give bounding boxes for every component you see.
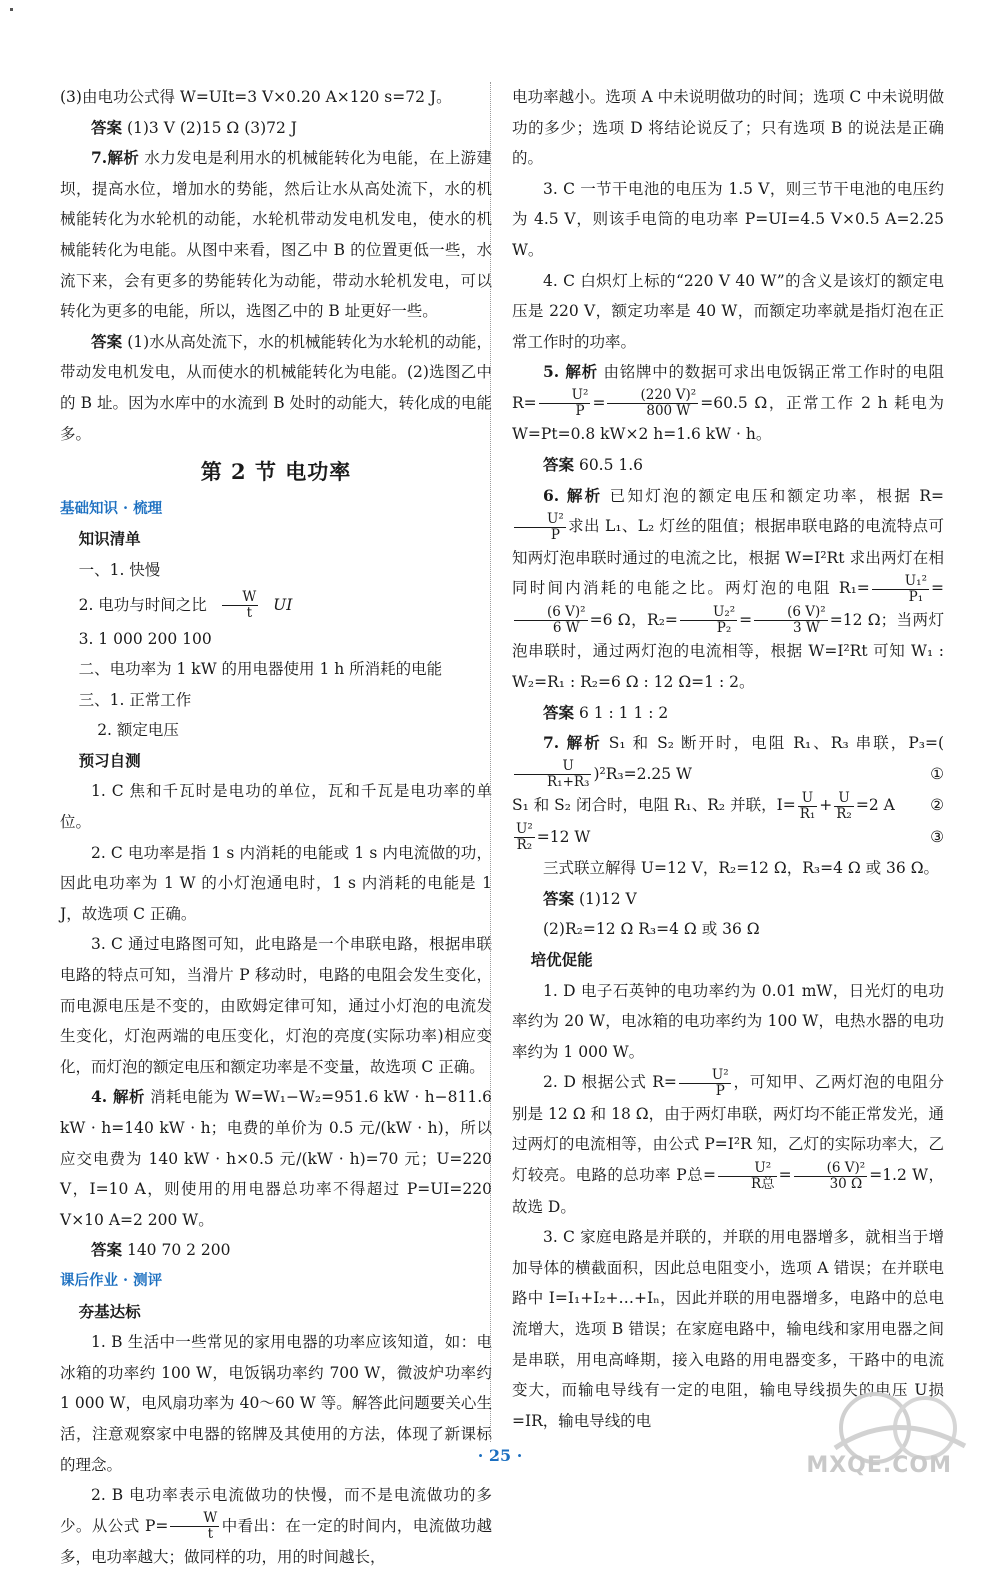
equation-line: $\frac{\text{U²}}{\text{R₂}}$ =12 W ③ <box>516 821 944 854</box>
subheading: 培优促能 <box>530 949 593 969</box>
subheading: 预习自测 <box>78 750 141 770</box>
answer: 答案 140 70 2 200 <box>91 1240 231 1260</box>
subheading: 夯基达标 <box>78 1301 141 1321</box>
answer: 答案 60.5 1.6 <box>543 455 644 475</box>
watermark-logo <box>805 1388 980 1488</box>
left-column <box>60 82 492 1573</box>
equation-line: S₁ 和 S₂ 闭合时，电阻 R₁、R₂ 并联，I= $\frac{U}{\text{R₁}}$ + $\frac{U}{\text{R₂}}$ =2 A ② <box>512 789 944 822</box>
knowledge-item: 3. 1 000 200 100 <box>78 629 212 648</box>
answer: 答案 (1)12 V <box>543 888 637 908</box>
fraction: $\frac{\text{U²}}{\text{R₂}}$ <box>516 821 533 854</box>
answer-item: 3. C 一节干电池的电压为 1.5 V，则三节干电池的电压约为 4.5 V，则该手电筒的电功率 P=UI=4.5 V×0.5 A=2.25 W。 <box>512 179 944 259</box>
answer-7: 答案 (1)水从高处流下，水的机械能转化为水轮机的动能，带动发电机发电，从而使水的机械能转化为电能。(2)选图乙中的 B 址。因为水库中的水流到 B 处时的动能大，转化成的电能多。 <box>60 331 492 443</box>
page-number: · 25 · <box>477 1446 523 1465</box>
knowledge-item: 三、1. 正常工作 <box>78 690 192 709</box>
category-heading: 基础知识 · 梳理 <box>60 499 163 517</box>
fraction: $\frac{U}{\text{R₁}}$ <box>799 789 816 822</box>
answer-item: 7. 解析 S₁ 和 S₂ 断开时，电阻 R₁、R₃ 串联，P₃=( $\frac{U}{\text{R₁+R₃}}$ )²R₃=2.25 W ① <box>512 728 944 790</box>
answer: (2)R₂=12 Ω R₃=4 Ω 或 36 Ω <box>543 920 760 939</box>
fraction: $\frac{\text{U₁²}}{\text{P₁}}$ <box>872 574 929 605</box>
fraction: $\frac{\text{U²}}{\text{R总}}$ <box>718 1161 777 1192</box>
equation-marker: ① <box>930 764 944 783</box>
answer-item: 3. C 通过电路图可知，此电路是一个串联电路，根据串联电路的特点可知，当滑片 P 移动时，电路的电阻会发生变化，而电源电压是不变的，由欧姆定律可知，通过小灯泡的电流发生变化，灯泡两端的电压变化，灯泡的亮度(实际功率)相应变化，而灯泡的额定电压和额定功率是不变量，故选项 C 正确。 <box>60 935 492 1076</box>
answer: 答案 6 1 : 1 1 : 2 <box>543 702 669 722</box>
answer-item: 5. 解析 由铭牌中的数据可求出电饭锅正常工作时的电阻 R= $\frac{\text{U²}}{P}$ = $\frac{\text{(220 V)²}}{800 W}$ =60.5 Ω，正常工作 2 h 耗电为 W=Pt=0.8 kW×2 h=1.6 kW · h。 <box>512 362 944 444</box>
knowledge-item: 一、1. 快慢 <box>78 560 161 579</box>
answer: 答案 (1)3 V (2)15 Ω (3)72 J <box>91 117 298 137</box>
answer-item: 4. C 白炽灯上标的“220 V 40 W”的含义是该灯的额定电压是 220 V，额定功率是 40 W，而额定功率就是指灯泡在正常工作时的功率。 <box>512 271 944 351</box>
fraction: $\frac{\text{U²}}{P}$ <box>514 512 566 543</box>
fraction: $\frac{\text{U₂²}}{\text{P₂}}$ <box>680 605 737 636</box>
fraction: $\frac{\text{U²}}{P}$ <box>539 388 591 419</box>
line: (3)由电功公式得 W=UIt=3 V×0.20 A×120 s=72 J。 <box>60 88 452 106</box>
answer-item: 2. C 电功率是指 1 s 内消耗的电能或 1 s 内电流做的功，因此电功率为 1 W 的小灯泡通电时，1 s 内消耗的电能是 1 J，故选项 C 正确。 <box>60 843 492 923</box>
knowledge-item: 2. 额定电压 <box>97 721 179 740</box>
knowledge-item: 二、电功率为 1 kW 的用电器使用 1 h 所消耗的电能 <box>78 660 443 679</box>
fraction: $\frac{\text{(6 V)²}}{3 W}$ <box>754 605 828 636</box>
section-title: 第 2 节 电功率 <box>200 459 352 485</box>
answer-item: 2. B 电功率表示电流做功的快慢，而不是电流做功的多少。从公式 P= $\frac{W}{t}$ 中看出：在一定的时间内，电流做功越多，电功率越大；做同样的功，用的时间越长， <box>60 1486 492 1567</box>
line: 三式联立解得 U=12 V，R₂=12 Ω，R₃=4 Ω 或 36 Ω。 <box>543 859 940 878</box>
answer-item: 4. 解析 消耗电能为 W=W₁−W₂=951.6 kW · h−811.6 kW · h=140 kW · h；电费的单价为 0.5 元/(kW · h)，所以应交电费为 140 kW · h×0.5 元/(kW · h)=70 元；U=220 V，I=10 A，则使用的用电器总功率不得超过 P=UI=220 V×10 A=2 200 W。 <box>60 1087 493 1229</box>
fraction: $\frac{\text{U²}}{P}$ <box>679 1068 731 1099</box>
answer-item: 1. D 电子石英钟的电功率约为 0.01 mW，日光灯的电功率约为 20 W，电冰箱的电功率约为 100 W，电热水器的电功率约为 1 000 W。 <box>512 981 944 1061</box>
fraction: $\frac{\text{(6 V)²}}{30 \Omega}$ <box>794 1161 868 1192</box>
right-column <box>512 82 944 1436</box>
subheading: 知识清单 <box>78 529 141 549</box>
fraction: $\frac{U}{\text{R₁+R₃}}$ <box>514 759 591 790</box>
knowledge-item: 2. 电功与时间之比 $\frac{W}{t}$ UI <box>78 589 293 621</box>
category-heading: 课后作业 · 测评 <box>60 1271 163 1289</box>
answer-item: 6. 解析 已知灯泡的额定电压和额定功率，根据 R= $\frac{\text{U²}}{P}$ 求出 L₁、L₂ 灯丝的阻值；根据串联电路的电流特点可知两灯泡串联时通过的电流之比，根据 W=I²Rt 求出两灯在相同时间内消耗的电能之比。两灯泡的电阻 R₁= $\frac{\text{U₁²}}{\text{P₁}}$ = $\frac{\text{(6 V)²}}{6 W}$ =6 Ω，R₂= $\frac{\text{U₂²}}{\text{P₂}}$ = $\frac{\text{(6 V)²}}{3 W}$ =12 Ω；当两灯泡串联时，通过两灯泡的电流相等，根据 W=I²Rt 可知 W₁ : W₂=R₁ : R₂=6 Ω : 12 Ω=1 : 2。 <box>512 485 945 691</box>
scan-mark <box>10 8 13 11</box>
equation-marker: ② <box>930 796 944 815</box>
fraction: $\frac{\text{(6 V)²}}{6 W}$ <box>514 605 588 636</box>
answer-item: 1. C 焦和千瓦时是电功的单位，瓦和千瓦是电功率的单位。 <box>60 782 492 832</box>
watermark-text: MXQE.COM <box>806 1453 952 1478</box>
line: 电功率越小。选项 A 中未说明做功的时间；选项 C 中未说明做功的多少；选项 D 将结论说反了；只有选项 B 的说法是正确的。 <box>512 88 944 168</box>
equation-marker: ③ <box>930 827 944 846</box>
answer-item: 2. D 根据公式 R= $\frac{\text{U²}}{P}$ ，可知甲、乙两灯泡的电阻分别是 12 Ω 和 18 Ω，由于两灯串联，两灯均不能正常发光，通过两灯的电流相等，由公式 P=I²R 知，乙灯的实际功率大，乙灯较亮。电路的总功率 P总= $\frac{\text{U²}}{\text{R总}}$ = $\frac{\text{(6 V)²}}{30 \Omega}$ =1.2 W，故选 D。 <box>512 1066 944 1216</box>
column-divider <box>490 82 492 1442</box>
answer-item: 1. B 生活中一些常见的家用电器的功率应该知道，如：电冰箱的功率约 100 W，电饭锅功率约 700 W，微波炉功率约 1 000 W，电风扇功率为 40～60 W 等。解答此问题要关心生活，注意观察家中电器的铭牌及其使用的方法，体现了新课标的理念。 <box>60 1333 492 1474</box>
fraction: $\frac{W}{t}$ <box>222 590 258 621</box>
fraction: $\frac{W}{t}$ <box>170 1511 219 1542</box>
fraction: $\frac{U}{\text{R₂}}$ <box>836 789 852 822</box>
question-7: 7.解析 水力发电是利用水的机械能转化为电能，在上游建坝，提高水位，增加水的势能，然后让水从高处流下，水的机械能转化为水轮机的动能，水轮机带动发电机发电，使水的机械能转化为电能。从图中来看，图乙中 B 的位置更低一些，水流下来，会有更多的势能转化为动能，带动水轮机发电，可以转化为更多的电能，所以，选图乙中的 B 址更好一些。 <box>60 148 492 321</box>
fraction: $\frac{\text{(220 V)²}}{800 W}$ <box>607 388 698 419</box>
answer-item: 3. C 家庭电路是并联的，并联的用电器增多，就相当于增加导体的横截面积，因此总电阻变小，选项 A 错误；在并联电路中 I=I₁+I₂+…+Iₙ，因此并联的用电器增多，电路中的总电流增大，选项 B 错误；在家庭电路中，输电线和家用电器之间是串联，用电高峰期，接入电路的用电器变多，干路中的电流变大，而输电导线有一定的电阻，输电导线损失的电压 U损=IR，输电导线的电 <box>512 1228 944 1430</box>
